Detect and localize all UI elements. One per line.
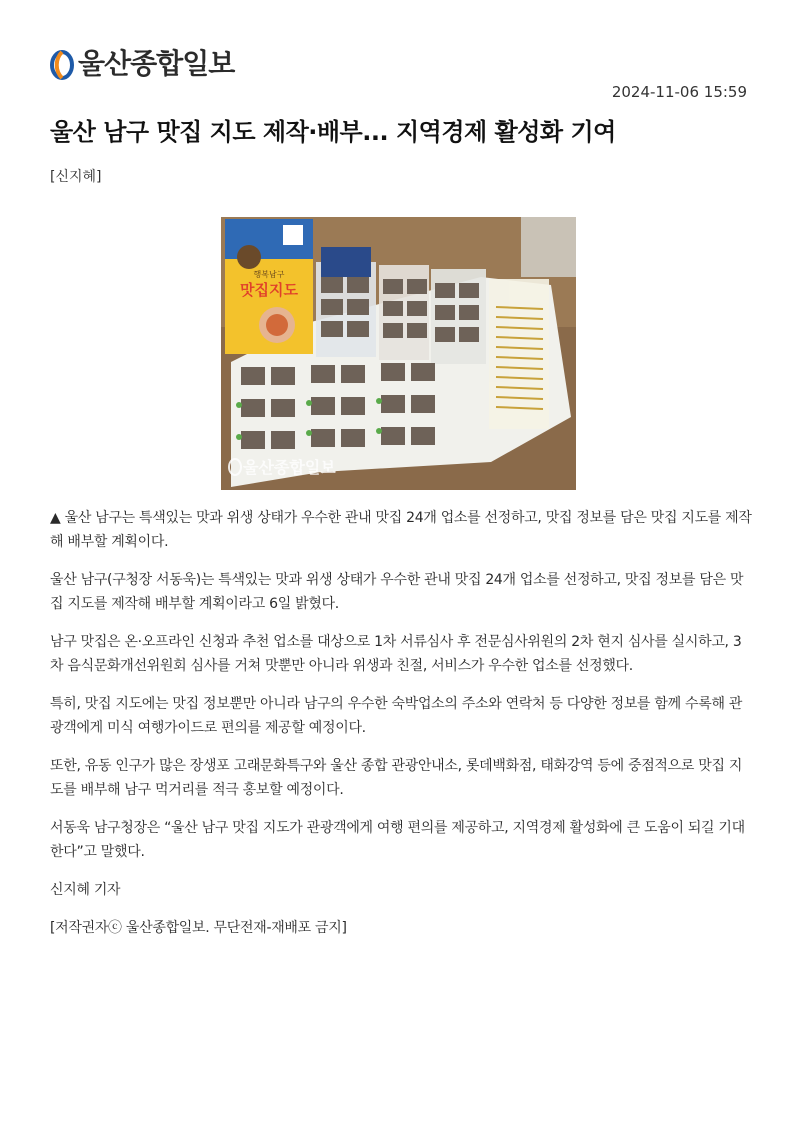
reporter-name: 신지혜 기자 xyxy=(50,882,121,898)
logo-icon xyxy=(50,47,74,81)
publish-date: 2024-11-06 15:59 xyxy=(611,83,747,101)
article-photo xyxy=(221,217,576,490)
article-paragraph: 특히, 맛집 지도에는 맛집 정보뿐만 아니라 남구의 우수한 숙박업소의 주소와 연락처 등 다양한 정보를 함께 수록해 관광객에게 미식 여행가이드로 편의를 제공할 예정이다. xyxy=(50,696,743,736)
article-paragraph: 울산 남구(구청장 서동욱)는 특색있는 맛과 위생 상태가 우수한 관내 맛집 24개 업소를 선정하고, 맛집 정보를 담은 맛집 지도를 제작해 배부할 계획이라고 6일 밝혔다. xyxy=(50,572,744,612)
logo-text: 울산종합일보 xyxy=(78,47,235,80)
map-cover-title: 맛집지도 xyxy=(240,281,298,299)
map-cover-subtitle: 행복남구 xyxy=(253,270,285,279)
article-byline: [신지혜] xyxy=(50,169,102,185)
site-logo[interactable] xyxy=(50,46,234,82)
article-paragraph: 남구 맛집은 온·오프라인 신청과 추천 업소를 대상으로 1차 서류심사 후 전문심사위원의 2차 현지 심사를 실시하고, 3차 음식문화개선위원회 심사를 거쳐 맛뿐만 아니라 위생과 친절, 서비스가 우수한 업소를 선정했다. xyxy=(50,634,742,674)
article-paragraph: 또한, 유동 인구가 많은 장생포 고래문화특구와 울산 종합 관광안내소, 롯데백화점, 태화강역 등에 중점적으로 맛집 지도를 배부해 남구 먹거리를 적극 홍보할 예정이다. xyxy=(50,758,743,798)
photo-watermark: 울산종합일보 xyxy=(243,458,336,477)
article-title: 울산 남구 맛집 지도 제작·배부... 지역경제 활성화 기여 xyxy=(50,118,616,146)
article-paragraph: 서동욱 남구청장은 “울산 남구 맛집 지도가 관광객에게 여행 편의를 제공하고, 지역경제 활성화에 큰 도움이 되길 기대한다”고 말했다. xyxy=(50,820,745,860)
copyright-notice: [저작권자ⓒ 울산종합일보. 무단전재-재배포 금지] xyxy=(50,920,347,936)
article-body xyxy=(50,506,752,954)
restaurant-map-photo xyxy=(221,217,576,490)
photo-caption: ▲ 울산 남구는 특색있는 맛과 위생 상태가 우수한 관내 맛집 24개 업소를 선정하고, 맛집 정보를 담은 맛집 지도를 제작해 배부할 계획이다. xyxy=(50,510,752,550)
